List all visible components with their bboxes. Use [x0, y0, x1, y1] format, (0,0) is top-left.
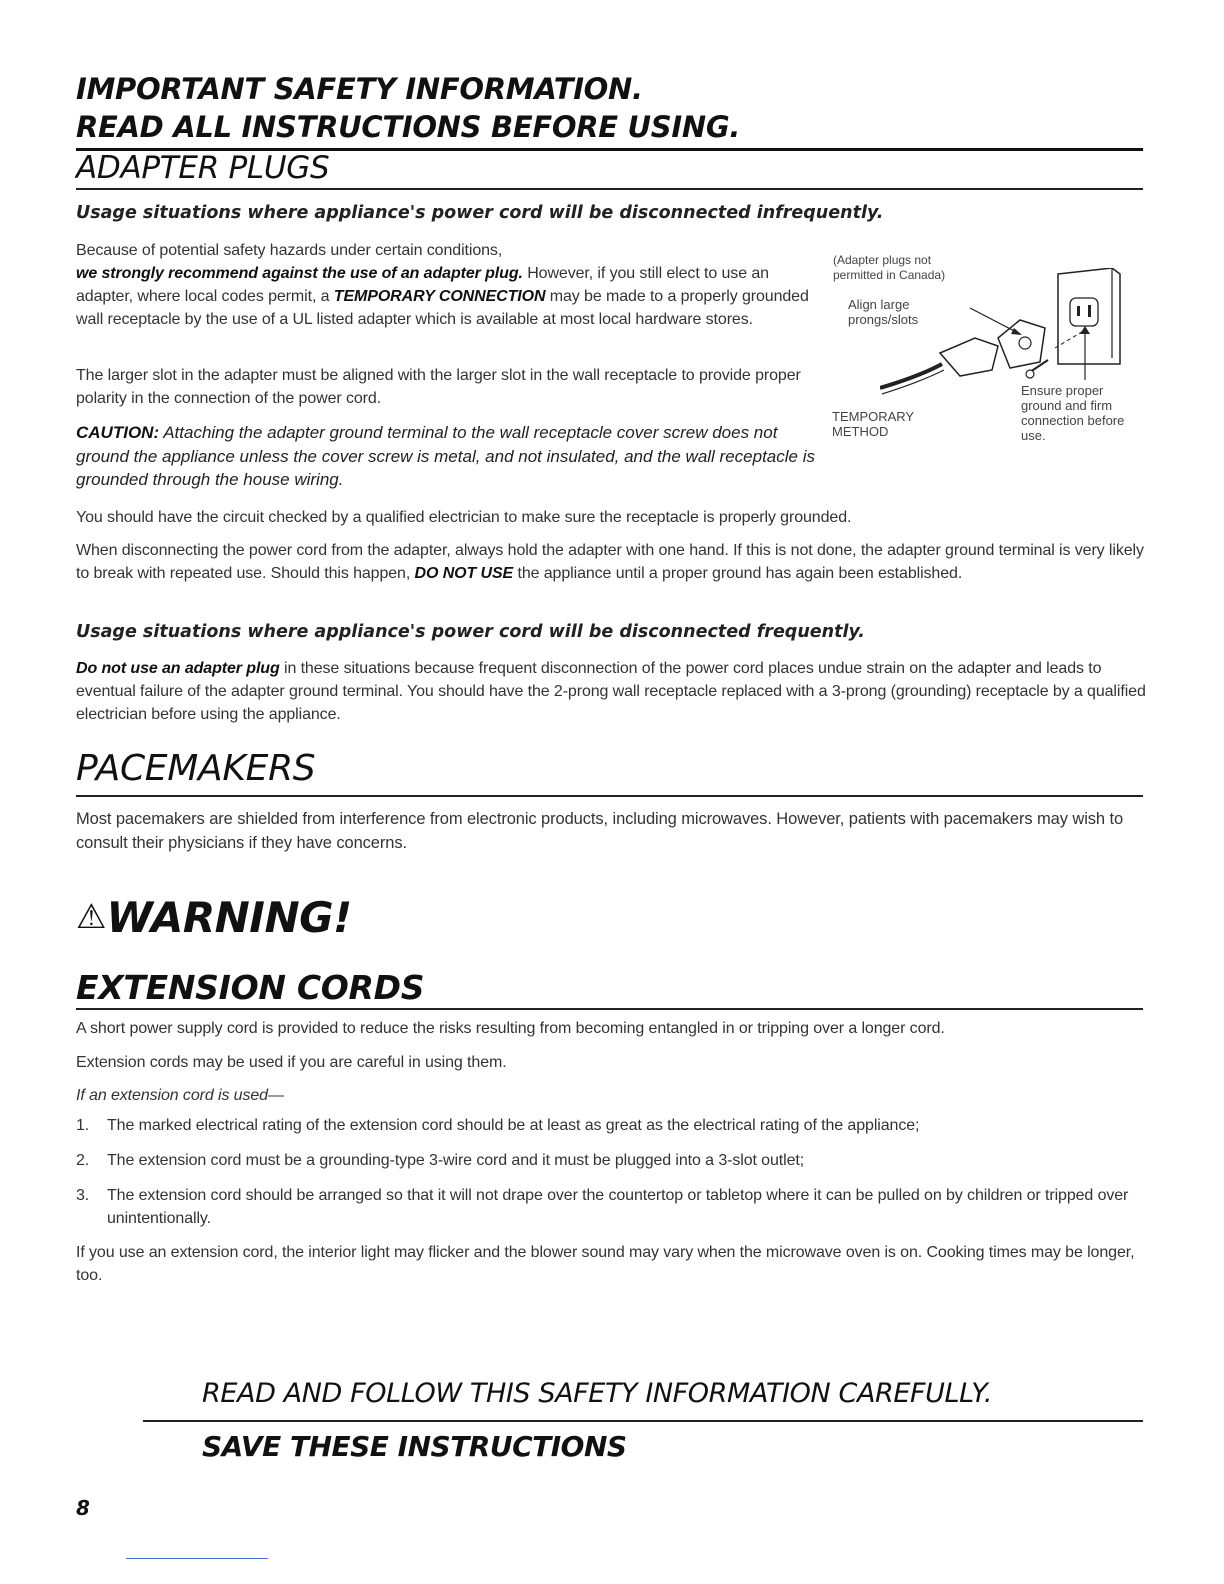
warning-icon: ⚠ [76, 897, 107, 937]
figure-method-label: TEMPORARY METHOD [832, 409, 914, 439]
receptacle [1070, 298, 1098, 326]
warning-title: WARNING! [106, 893, 352, 942]
extension-paragraph-1: A short power supply cord is provided to reduce the risks resulting from becoming entangled in or tripping over a longer cord. [76, 1020, 945, 1037]
figure-note: (Adapter plugs not permitted in Canada) [833, 253, 946, 282]
subhead-infrequent: Usage situations where appliance's power cord will be disconnected infrequently. [76, 203, 884, 223]
list-text: The marked electrical rating of the extension cord should be at least as great as the electrical rating of the appliance; [107, 1117, 920, 1134]
extension-cords-title: EXTENSION CORDS [76, 968, 425, 1007]
footer-save-instructions: SAVE THESE INSTRUCTIONS [202, 1430, 627, 1463]
p4-text-a: When disconnecting the power cord from the adapter, always hold the adapter with one hand. If this is not done, the adapter ground terminal is very likely to break with repeated use. Should this happen, [76, 542, 1144, 582]
figure-align-label: Align large prongs/slots [848, 297, 919, 327]
caution-text: Attaching the adapter ground terminal to the wall receptacle cover screw does not ground the appliance unless the cover screw is metal, and not insulated, and the wall receptacle is grounded through the house wiring. [76, 423, 815, 489]
adapter-paragraph-1 [76, 239, 821, 331]
page-number: 8 [76, 1496, 90, 1520]
plug [940, 338, 998, 376]
adapter-paragraph-5 [76, 657, 1146, 726]
list-item [76, 1184, 1146, 1230]
warning-heading [76, 893, 352, 942]
adapter-paragraph-2: The larger slot in the adapter must be aligned with the larger slot in the wall receptacle to provide proper polarity in the connection of the power cord. [76, 367, 801, 407]
p1-text-c: may be made to a properly grounded wall receptacle by the use of a UL listed adapter which is available at most local hardware stores. [76, 288, 809, 328]
adapter-plug-illustration [880, 268, 1130, 398]
extension-paragraph-2: Extension cords may be used if you are careful in using them. [76, 1054, 507, 1071]
adapter-paragraph-4 [76, 539, 1146, 585]
header-line-2: READ ALL INSTRUCTIONS BEFORE USING. [76, 110, 741, 144]
list-number: 2. [76, 1152, 90, 1169]
list-number: 3. [76, 1187, 90, 1204]
adapter-paragraph-3: You should have the circuit checked by a qualified electrician to make sure the receptacle is properly grounded. [76, 509, 852, 526]
footer-read-follow: READ AND FOLLOW THIS SAFETY INFORMATION CAREFULLY. [202, 1378, 993, 1409]
p1-text-b: However, if you still elect to use an adapter, where local codes permit, a [76, 265, 769, 305]
extension-cords-rule [76, 1008, 1143, 1010]
pacemakers-rule [76, 795, 1143, 797]
p5-text: in these situations because frequent disconnection of the power cord places undue strain on the adapter and leads to eventual failure of the adapter ground terminal. You should have the 2-prong wall receptacle replaced with a 3-prong (grounding) receptacle by a qualified electrician before using the appliance. [76, 660, 1146, 723]
pacemakers-title: PACEMAKERS [76, 748, 316, 789]
list-item [76, 1114, 1146, 1137]
list-number: 1. [76, 1117, 90, 1134]
p1-emphasis: we strongly recommend against the use of an adapter plug. [76, 265, 523, 282]
header-line-1: IMPORTANT SAFETY INFORMATION. [76, 72, 643, 106]
pacemakers-text: Most pacemakers are shielded from interference from electronic products, including microwaves. However, patients with pacemakers may wish to consult their physicians if they have concerns. [76, 810, 1124, 852]
p5-emphasis: Do not use an adapter plug [76, 660, 280, 677]
list-item [76, 1149, 1146, 1172]
list-text: The extension cord should be arranged so that it will not drape over the countertop or tabletop where it can be pulled on by children or tripped over unintentionally. [107, 1187, 1129, 1227]
list-text: The extension cord must be a grounding-type 3-wire cord and it must be plugged into a 3-slot outlet; [107, 1152, 805, 1169]
subhead-frequent: Usage situations where appliance's power cord will be disconnected frequently. [76, 622, 865, 642]
p4-emphasis: DO NOT USE [414, 565, 514, 582]
extension-intro: If an extension cord is used— [76, 1087, 284, 1104]
extension-paragraph-3: If you use an extension cord, the interior light may flicker and the blower sound may vary when the microwave oven is on. Cooking times may be longer, too. [76, 1244, 1135, 1284]
p1-text-a: Because of potential safety hazards under certain conditions, [76, 242, 503, 259]
caution-paragraph [76, 421, 816, 492]
p4-text-b: the appliance until a proper ground has again been established. [513, 565, 963, 582]
caution-label: CAUTION: [76, 423, 160, 442]
adapter-plugs-rule [76, 188, 1143, 190]
adapter-plugs-title: ADAPTER PLUGS [76, 150, 330, 186]
link-underline [126, 1558, 268, 1559]
figure-ensure-label: Ensure proper ground and firm connection before use. [1021, 383, 1125, 443]
p1-emphasis-2: TEMPORARY CONNECTION [333, 288, 546, 305]
footer-rule [143, 1420, 1143, 1422]
